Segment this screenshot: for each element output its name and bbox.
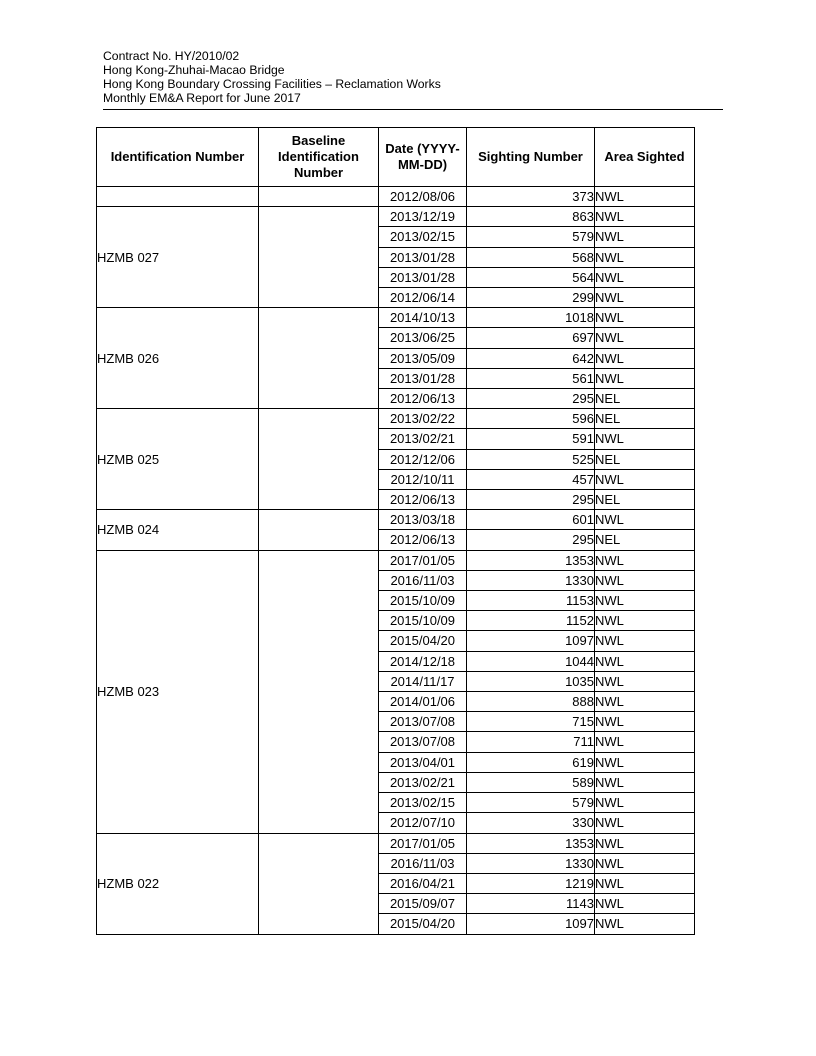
header-contract-line: Contract No. HY/2010/02	[103, 49, 240, 63]
date-cell: 2016/04/21	[379, 873, 467, 893]
identification-cell: HZMB 024	[97, 510, 259, 550]
date-cell: 2014/01/06	[379, 692, 467, 712]
sighting-number-cell: 1219	[467, 873, 595, 893]
area-sighted-cell: NWL	[595, 651, 695, 671]
sighting-number-cell: 1152	[467, 611, 595, 631]
table-row	[97, 409, 695, 429]
sighting-number-cell: 1018	[467, 308, 595, 328]
date-cell: 2012/07/10	[379, 813, 467, 833]
area-sighted-cell: NWL	[595, 247, 695, 267]
area-sighted-cell: NWL	[595, 207, 695, 227]
area-sighted-cell: NWL	[595, 793, 695, 813]
date-cell: 2016/11/03	[379, 570, 467, 590]
date-cell: 2013/02/21	[379, 429, 467, 449]
date-cell: 2013/02/15	[379, 227, 467, 247]
date-cell: 2017/01/05	[379, 833, 467, 853]
area-sighted-cell: NWL	[595, 550, 695, 570]
header-facility-line: Hong Kong Boundary Crossing Facilities – Reclamation Works	[103, 77, 441, 91]
date-cell: 2013/02/21	[379, 772, 467, 792]
sighting-number-cell: 589	[467, 772, 595, 792]
area-sighted-cell: NWL	[595, 611, 695, 631]
area-sighted-cell: NWL	[595, 772, 695, 792]
date-cell: 2015/10/09	[379, 611, 467, 631]
area-sighted-cell: NWL	[595, 873, 695, 893]
sighting-number-cell: 1330	[467, 570, 595, 590]
area-sighted-cell: NEL	[595, 389, 695, 409]
col-date-header: Date (YYYY-MM-DD)	[379, 128, 467, 187]
sighting-number-cell: 457	[467, 469, 595, 489]
date-cell: 2012/10/11	[379, 469, 467, 489]
date-cell: 2015/09/07	[379, 894, 467, 914]
date-cell: 2013/01/28	[379, 267, 467, 287]
area-sighted-cell: NEL	[595, 530, 695, 550]
sighting-number-cell: 1097	[467, 631, 595, 651]
baseline-cell	[259, 833, 379, 934]
date-cell: 2013/04/01	[379, 752, 467, 772]
area-sighted-cell: NWL	[595, 368, 695, 388]
area-sighted-cell: NWL	[595, 510, 695, 530]
identification-cell: HZMB 025	[97, 409, 259, 510]
baseline-cell	[259, 550, 379, 833]
col-baseline-header: Baseline Identification Number	[259, 128, 379, 187]
date-cell: 2013/12/19	[379, 207, 467, 227]
date-cell: 2012/06/13	[379, 389, 467, 409]
date-cell: 2012/06/14	[379, 288, 467, 308]
sighting-number-cell: 1143	[467, 894, 595, 914]
date-cell: 2016/11/03	[379, 853, 467, 873]
sighting-number-cell: 568	[467, 247, 595, 267]
area-sighted-cell: NWL	[595, 813, 695, 833]
date-cell: 2014/10/13	[379, 308, 467, 328]
table-row	[97, 308, 695, 328]
area-sighted-cell: NWL	[595, 833, 695, 853]
identification-cell	[97, 187, 259, 207]
area-sighted-cell: NWL	[595, 429, 695, 449]
date-cell: 2013/01/28	[379, 247, 467, 267]
area-sighted-cell: NWL	[595, 227, 695, 247]
sighting-number-cell: 330	[467, 813, 595, 833]
col-area-header: Area Sighted	[595, 128, 695, 187]
area-sighted-cell: NWL	[595, 894, 695, 914]
sighting-number-cell: 1353	[467, 833, 595, 853]
area-sighted-cell: NWL	[595, 692, 695, 712]
area-sighted-cell: NWL	[595, 570, 695, 590]
sighting-number-cell: 1035	[467, 671, 595, 691]
area-sighted-cell: NWL	[595, 187, 695, 207]
sighting-number-cell: 561	[467, 368, 595, 388]
date-cell: 2013/07/08	[379, 712, 467, 732]
date-cell: 2012/06/13	[379, 490, 467, 510]
area-sighted-cell: NWL	[595, 591, 695, 611]
area-sighted-cell: NEL	[595, 409, 695, 429]
area-sighted-cell: NWL	[595, 671, 695, 691]
date-cell: 2013/02/22	[379, 409, 467, 429]
table-row	[97, 187, 695, 207]
area-sighted-cell: NWL	[595, 469, 695, 489]
identification-cell: HZMB 023	[97, 550, 259, 833]
sighting-number-cell: 1097	[467, 914, 595, 934]
area-sighted-cell: NWL	[595, 732, 695, 752]
col-sighting-header: Sighting Number	[467, 128, 595, 187]
table-row	[97, 833, 695, 853]
sighting-number-cell: 863	[467, 207, 595, 227]
baseline-cell	[259, 409, 379, 510]
table-row	[97, 510, 695, 530]
sighting-number-cell: 1353	[467, 550, 595, 570]
sighting-number-cell: 888	[467, 692, 595, 712]
sighting-number-cell: 619	[467, 752, 595, 772]
date-cell: 2015/04/20	[379, 914, 467, 934]
area-sighted-cell: NWL	[595, 348, 695, 368]
baseline-cell	[259, 187, 379, 207]
table-header-row	[97, 128, 695, 187]
area-sighted-cell: NWL	[595, 267, 695, 287]
area-sighted-cell: NWL	[595, 752, 695, 772]
identification-cell: HZMB 027	[97, 207, 259, 308]
sighting-number-cell: 295	[467, 530, 595, 550]
header-project-line: Hong Kong-Zhuhai-Macao Bridge	[103, 63, 285, 77]
sighting-number-cell: 295	[467, 490, 595, 510]
area-sighted-cell: NWL	[595, 914, 695, 934]
date-cell: 2017/01/05	[379, 550, 467, 570]
col-identification-header: Identification Number	[97, 128, 259, 187]
identification-cell: HZMB 022	[97, 833, 259, 934]
date-cell: 2013/02/15	[379, 793, 467, 813]
date-cell: 2015/04/20	[379, 631, 467, 651]
date-cell: 2012/06/13	[379, 530, 467, 550]
sighting-number-cell: 1330	[467, 853, 595, 873]
sighting-number-cell: 373	[467, 187, 595, 207]
sighting-number-cell: 1153	[467, 591, 595, 611]
area-sighted-cell: NWL	[595, 631, 695, 651]
header-report-line: Monthly EM&A Report for June 2017	[103, 91, 301, 105]
area-sighted-cell: NWL	[595, 288, 695, 308]
date-cell: 2014/12/18	[379, 651, 467, 671]
sighting-number-cell: 579	[467, 793, 595, 813]
sighting-number-cell: 642	[467, 348, 595, 368]
identification-cell: HZMB 026	[97, 308, 259, 409]
page-header	[103, 49, 708, 105]
date-cell: 2013/03/18	[379, 510, 467, 530]
sighting-number-cell: 591	[467, 429, 595, 449]
area-sighted-cell: NWL	[595, 853, 695, 873]
sighting-number-cell: 596	[467, 409, 595, 429]
date-cell: 2014/11/17	[379, 671, 467, 691]
area-sighted-cell: NWL	[595, 328, 695, 348]
table-body	[97, 187, 695, 935]
baseline-cell	[259, 308, 379, 409]
area-sighted-cell: NEL	[595, 490, 695, 510]
table-row	[97, 550, 695, 570]
sighting-number-cell: 601	[467, 510, 595, 530]
sighting-number-cell: 579	[467, 227, 595, 247]
sighting-number-cell: 711	[467, 732, 595, 752]
area-sighted-cell: NEL	[595, 449, 695, 469]
sighting-number-cell: 697	[467, 328, 595, 348]
sighting-number-cell: 295	[467, 389, 595, 409]
date-cell: 2012/08/06	[379, 187, 467, 207]
sighting-number-cell: 715	[467, 712, 595, 732]
table-row	[97, 207, 695, 227]
date-cell: 2012/12/06	[379, 449, 467, 469]
date-cell: 2013/06/25	[379, 328, 467, 348]
sighting-number-cell: 564	[467, 267, 595, 287]
date-cell: 2015/10/09	[379, 591, 467, 611]
sightings-table	[96, 127, 695, 935]
area-sighted-cell: NWL	[595, 308, 695, 328]
date-cell: 2013/01/28	[379, 368, 467, 388]
header-divider	[103, 109, 723, 110]
date-cell: 2013/05/09	[379, 348, 467, 368]
date-cell: 2013/07/08	[379, 732, 467, 752]
baseline-cell	[259, 510, 379, 550]
area-sighted-cell: NWL	[595, 712, 695, 732]
sighting-number-cell: 525	[467, 449, 595, 469]
sighting-number-cell: 299	[467, 288, 595, 308]
baseline-cell	[259, 207, 379, 308]
sighting-number-cell: 1044	[467, 651, 595, 671]
